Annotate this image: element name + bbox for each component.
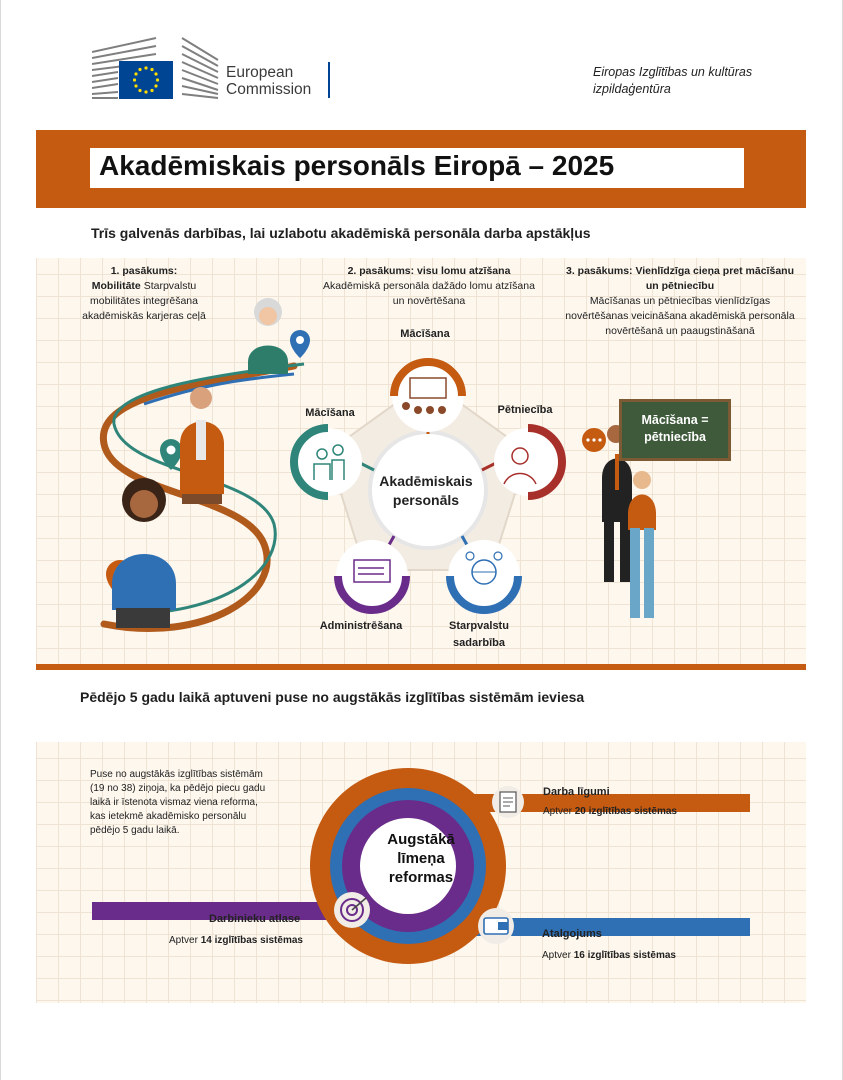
research-icon bbox=[494, 428, 562, 496]
pin-teal-icon bbox=[160, 439, 182, 470]
label-employment-contracts: Darba līgumi bbox=[543, 786, 610, 798]
man-figure bbox=[180, 387, 224, 504]
target-icon bbox=[334, 892, 370, 928]
hub-label-top: Mācīšana bbox=[400, 328, 450, 340]
woman-figure bbox=[112, 478, 176, 628]
mobility-illustration bbox=[84, 294, 320, 644]
section2-heading: Pēdējo 5 gadu laikā aptuveni puse no augstākās izglītības sistēmām ieviesa bbox=[80, 689, 585, 705]
logo-divider bbox=[328, 62, 330, 98]
teaching-top-icon bbox=[392, 360, 464, 432]
label-staff-selection: Darbinieku atlase bbox=[209, 913, 301, 925]
hub-label-left: Mācīšana bbox=[305, 407, 355, 419]
hub-label-bottom-right: Starpvalstu sadarbība bbox=[449, 620, 509, 649]
page-title: Akadēmiskais personāls Eiropā – 2025 bbox=[99, 150, 615, 181]
international-cooperation-icon bbox=[448, 540, 520, 612]
chalkboard-text: Mācīšana = pētniecība bbox=[641, 413, 709, 444]
hub-label-bottom-left: Administrēšana bbox=[319, 620, 403, 632]
action3-text: 3. pasākums: Vienlīdzīga cieņa pret mācīšanu un pētniecību Mācīšanas un pētniecības vienlīdzīgas novērtēšanas veicināšana akadēmiskā personāla novērtēšanā un paaugstināšanā bbox=[565, 265, 795, 337]
hub-center-label: Akadēmiskais personāls bbox=[379, 473, 473, 508]
section2-description: Puse no augstākās izglītības sistēmām (19 no 38) ziņoja, ka pēdējo piecu gadu laikā ir īstenota vismaz viena reforma, kas ietekmē akadēmisko personālu pēdējo 5 gadu laikā. bbox=[90, 769, 266, 836]
reforms-center-title: Augstākā līmeņa reformas bbox=[387, 831, 455, 886]
sub-staff-selection: Aptver 14 izglītības sistēmas bbox=[169, 935, 303, 946]
wallet-icon bbox=[478, 908, 514, 944]
action1-text: 1. pasākums: Mobilitāte Starpvalstu mobilitātes integrēšana akadēmiskās karjeras ceļā bbox=[82, 265, 206, 322]
label-remuneration: Atalgojums bbox=[542, 928, 602, 940]
teaching-left-icon bbox=[294, 428, 362, 496]
section-divider bbox=[36, 664, 806, 670]
section2-heading-strip bbox=[36, 670, 806, 742]
sub-employment-contracts: Aptver 20 izglītības sistēmas bbox=[543, 806, 677, 817]
contract-icon bbox=[492, 786, 524, 818]
logo-text: European Commission bbox=[226, 64, 312, 98]
action2-text: 2. pasākums: visu lomu atzīšana Akadēmiskā personāla dažādo lomu atzīšana un novērtēšana bbox=[323, 265, 535, 307]
elderly-woman-figure bbox=[248, 298, 288, 374]
agency-name: Eiropas Izglītības un kultūras izpildaģentūra bbox=[593, 65, 753, 96]
sub-remuneration: Aptver 16 izglītības sistēmas bbox=[542, 950, 676, 961]
administration-icon bbox=[336, 540, 408, 612]
hub-label-right: Pētniecība bbox=[497, 404, 553, 416]
section1-heading: Trīs galvenās darbības, lai uzlabotu akadēmiskā personāla darba apstākļus bbox=[91, 225, 591, 241]
